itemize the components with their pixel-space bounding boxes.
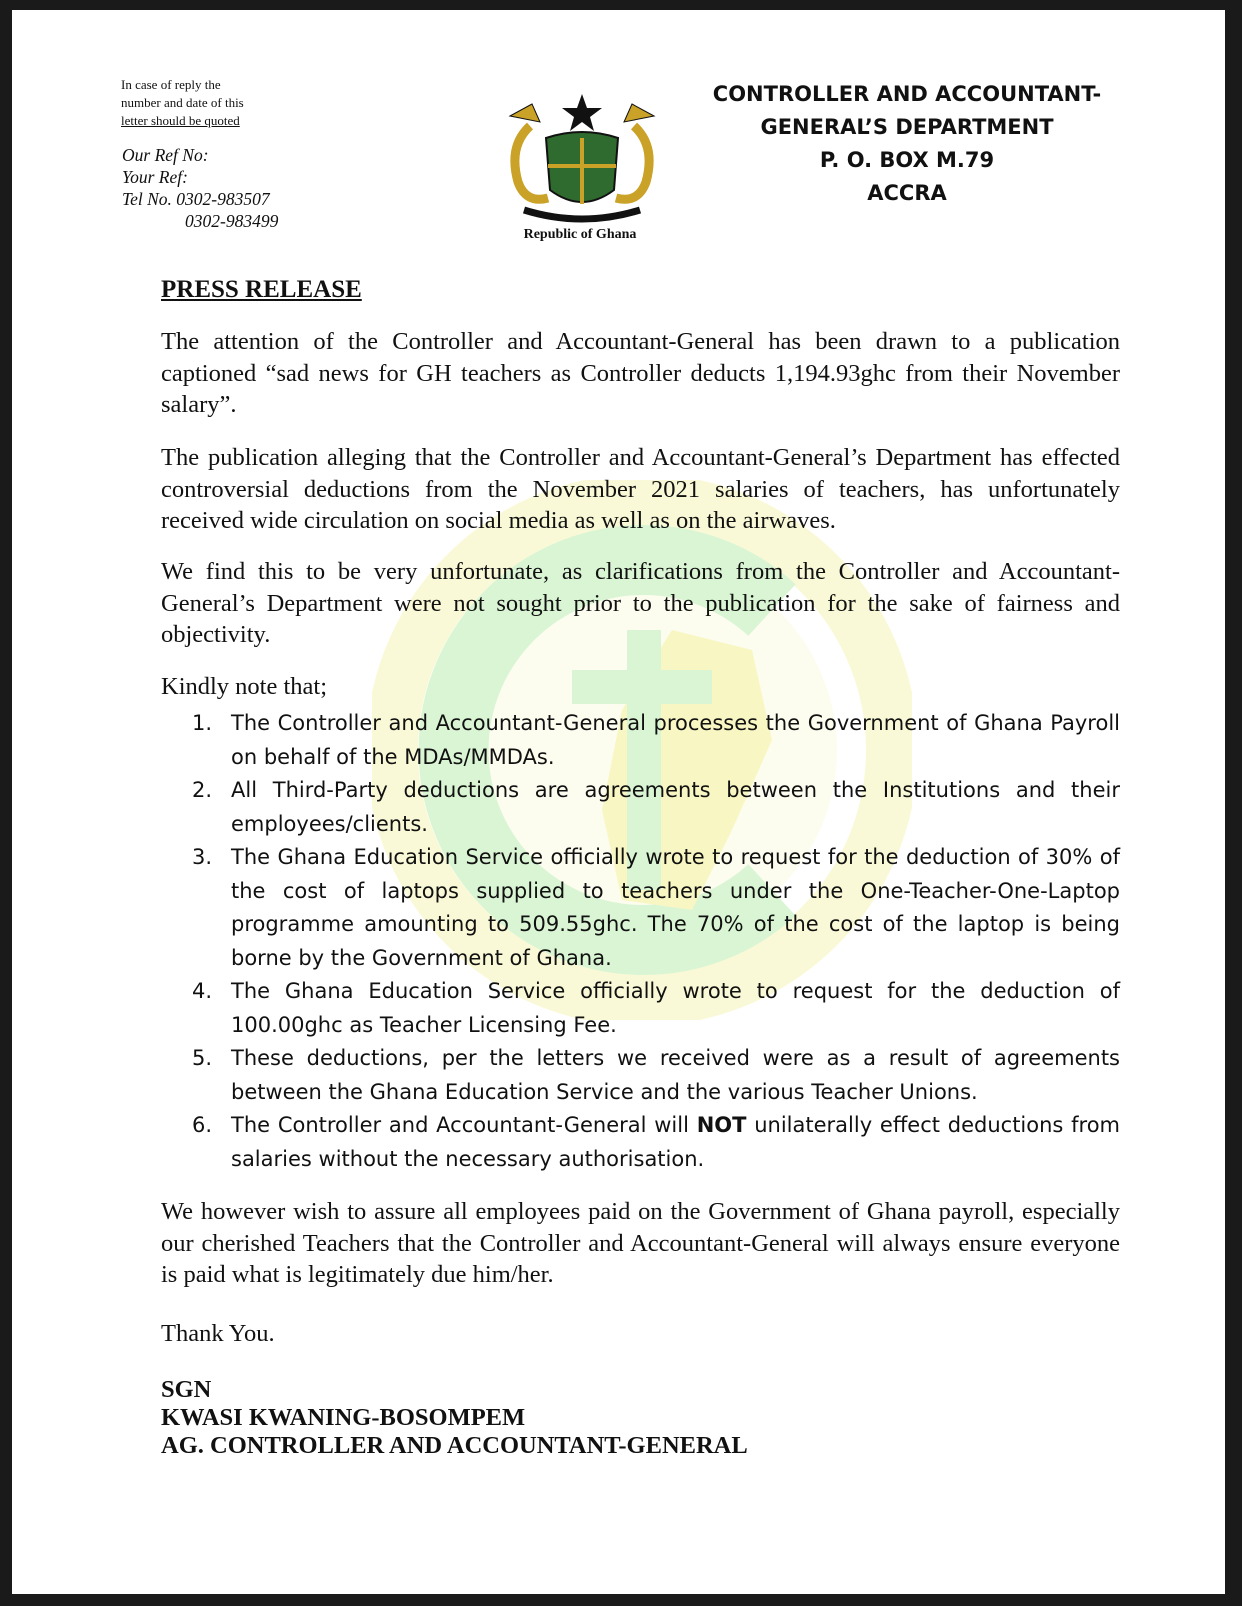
reference-block: [122, 144, 278, 232]
list-item: 6. The Controller and Accountant-General will NOT unilaterally effect deductions from salaries without the necessary authorisation.: [192, 1113, 1120, 1171]
signatory-title: AG. CONTROLLER AND ACCOUNTANT-GENERAL: [161, 1432, 748, 1459]
signature-block: [161, 1376, 748, 1460]
telephone: Tel No. 0302-983507: [122, 189, 270, 209]
paragraph-2: The publication alleging that the Controller and Accountant-General’s Department has effected controversial deductions from the November 2021 salaries of teachers, has unfortunately received wide circulation on social media as well as on the airwaves.: [161, 444, 1120, 534]
paragraph-3: We find this to be very unfortunate, as clarifications from the Controller and Accountant-General’s Department were not sought prior to the publication for the sake of fairness and objectivity.: [161, 558, 1120, 648]
press-release-page: [12, 10, 1225, 1594]
page-title: PRESS RELEASE: [161, 276, 362, 303]
your-ref: Your Ref:: [122, 167, 188, 187]
numbered-list: [192, 707, 1120, 1176]
reply-instruction: In case of reply the number and date of this letter should be quoted: [121, 77, 244, 128]
list-item: 1. The Controller and Accountant-General processes the Government of Ghana Payroll on behalf of the MDAs/MMDAs.: [192, 711, 1120, 769]
ghana-coat-of-arms-icon: [490, 86, 674, 234]
emphasis-not: NOT: [696, 1113, 747, 1137]
kindly-note: Kindly note that;: [161, 673, 328, 700]
signatory-name: KWASI KWANING-BOSOMPEM: [161, 1404, 526, 1431]
assurance-paragraph: We however wish to assure all employees paid on the Government of Ghana payroll, especially our cherished Teachers that the Controller and Accountant-General will always ensure everyone is paid what is legitimately due him/her.: [161, 1198, 1120, 1288]
department-address: CONTROLLER AND ACCOUNTANT- GENERAL’S DEPARTMENT P. O. BOX M.79 ACCRA: [712, 82, 1102, 205]
signature-sgn: SGN: [161, 1376, 212, 1403]
paragraph-1: The attention of the Controller and Accountant-General has been drawn to a publication captioned “sad news for GH teachers as Controller deducts 1,194.93ghc from their November salary”.: [161, 328, 1120, 418]
list-item: 2. All Third-Party deductions are agreements between the Institutions and their employees/clients.: [192, 778, 1120, 836]
list-item: 5. These deductions, per the letters we received were as a result of agreements between the Ghana Education Service and the various Teacher Unions.: [192, 1046, 1120, 1104]
our-ref: Our Ref No:: [122, 145, 209, 165]
telephone-alt: 0302-983499: [185, 211, 279, 231]
crest-caption: Republic of Ghana: [523, 227, 637, 242]
closing-thanks: Thank You.: [161, 1320, 275, 1347]
list-item: 4. The Ghana Education Service officially wrote to request for the deduction of 100.00ghc as Teacher Licensing Fee.: [192, 979, 1120, 1037]
list-item: 3. The Ghana Education Service officially wrote to request for the deduction of 30% of the cost of laptops supplied to teachers under the One-Teacher-One-Laptop programme amounting to 509.55ghc. The 70% of the cost of the laptop is being borne by the Government of Ghana.: [192, 845, 1120, 970]
